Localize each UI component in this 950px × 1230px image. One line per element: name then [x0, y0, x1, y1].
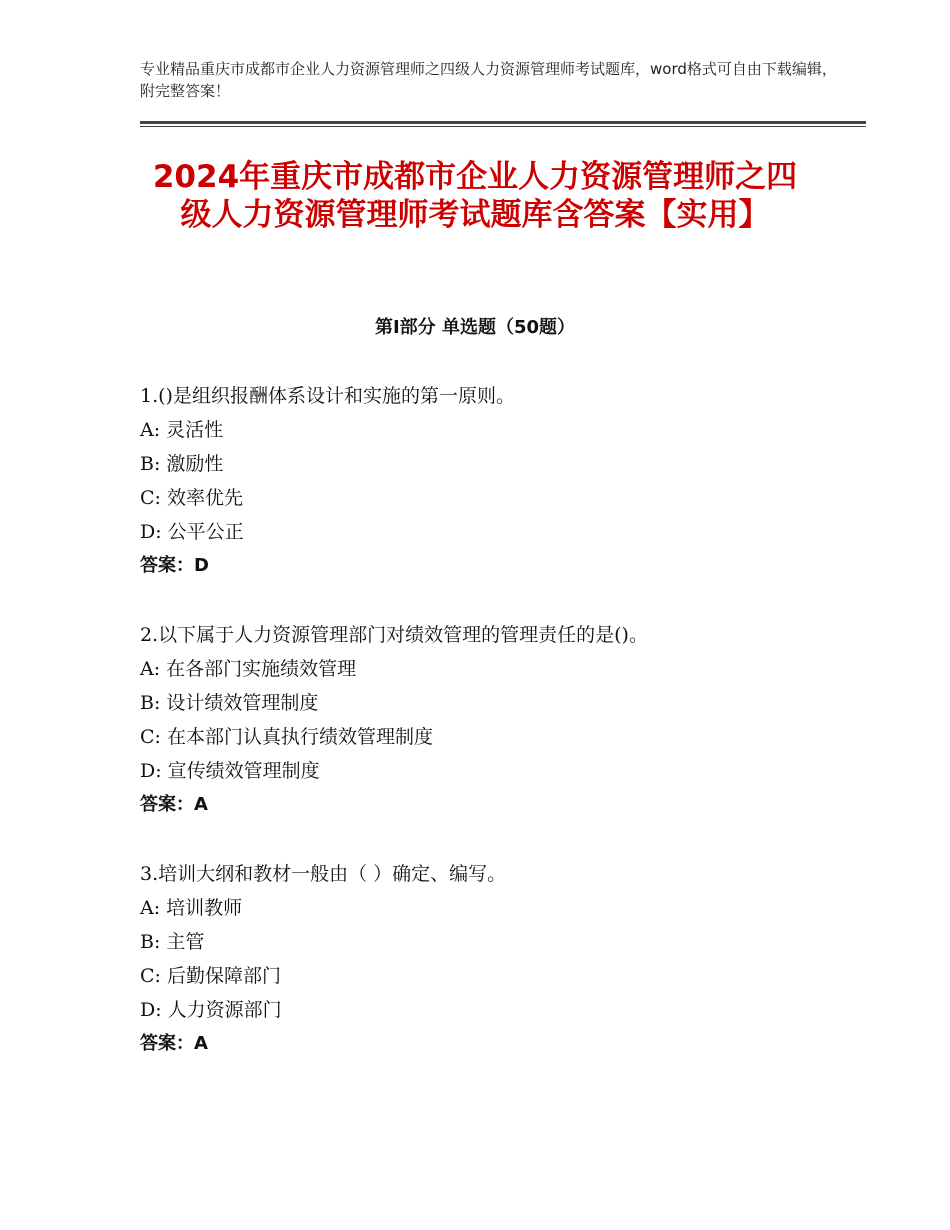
- option-b: B: 激励性: [140, 453, 224, 475]
- option-d: D: 宣传绩效管理制度: [140, 760, 320, 782]
- question-1: [140, 379, 840, 583]
- answer: 答案：D: [140, 555, 209, 576]
- option-c: C: 后勤保障部门: [140, 965, 281, 987]
- document-title: 2024年重庆市成都市企业人力资源管理师之四级人力资源管理师考试题库含答案【实用】: [152, 159, 798, 233]
- question-2: [140, 618, 840, 822]
- header-rule-thick: [140, 121, 866, 124]
- question-stem: 1.()是组织报酬体系设计和实施的第一原则。: [140, 385, 515, 407]
- question-stem: 2.以下属于人力资源管理部门对绩效管理的管理责任的是()。: [140, 624, 648, 646]
- option-a: A: 在各部门实施绩效管理: [140, 658, 357, 680]
- header-note: 专业精品重庆市成都市企业人力资源管理师之四级人力资源管理师考试题库，word格式可自由下载编辑，附完整答案！: [140, 60, 837, 100]
- question-stem: 3.培训大纲和教材一般由（ ）确定、编写。: [140, 863, 507, 885]
- answer: 答案：A: [140, 794, 208, 815]
- option-d: D: 人力资源部门: [140, 999, 282, 1021]
- section-title: 第Ⅰ部分 单选题（50题）: [374, 317, 575, 338]
- header-rule-thin: [140, 126, 866, 127]
- question-3: [140, 857, 840, 1061]
- option-a: A: 培训教师: [140, 897, 243, 919]
- option-c: C: 在本部门认真执行绩效管理制度: [140, 726, 433, 748]
- answer: 答案：A: [140, 1033, 208, 1054]
- option-a: A: 灵活性: [140, 419, 224, 441]
- option-b: B: 主管: [140, 931, 205, 953]
- option-b: B: 设计绩效管理制度: [140, 692, 319, 714]
- option-d: D: 公平公正: [140, 521, 244, 543]
- option-c: C: 效率优先: [140, 487, 243, 509]
